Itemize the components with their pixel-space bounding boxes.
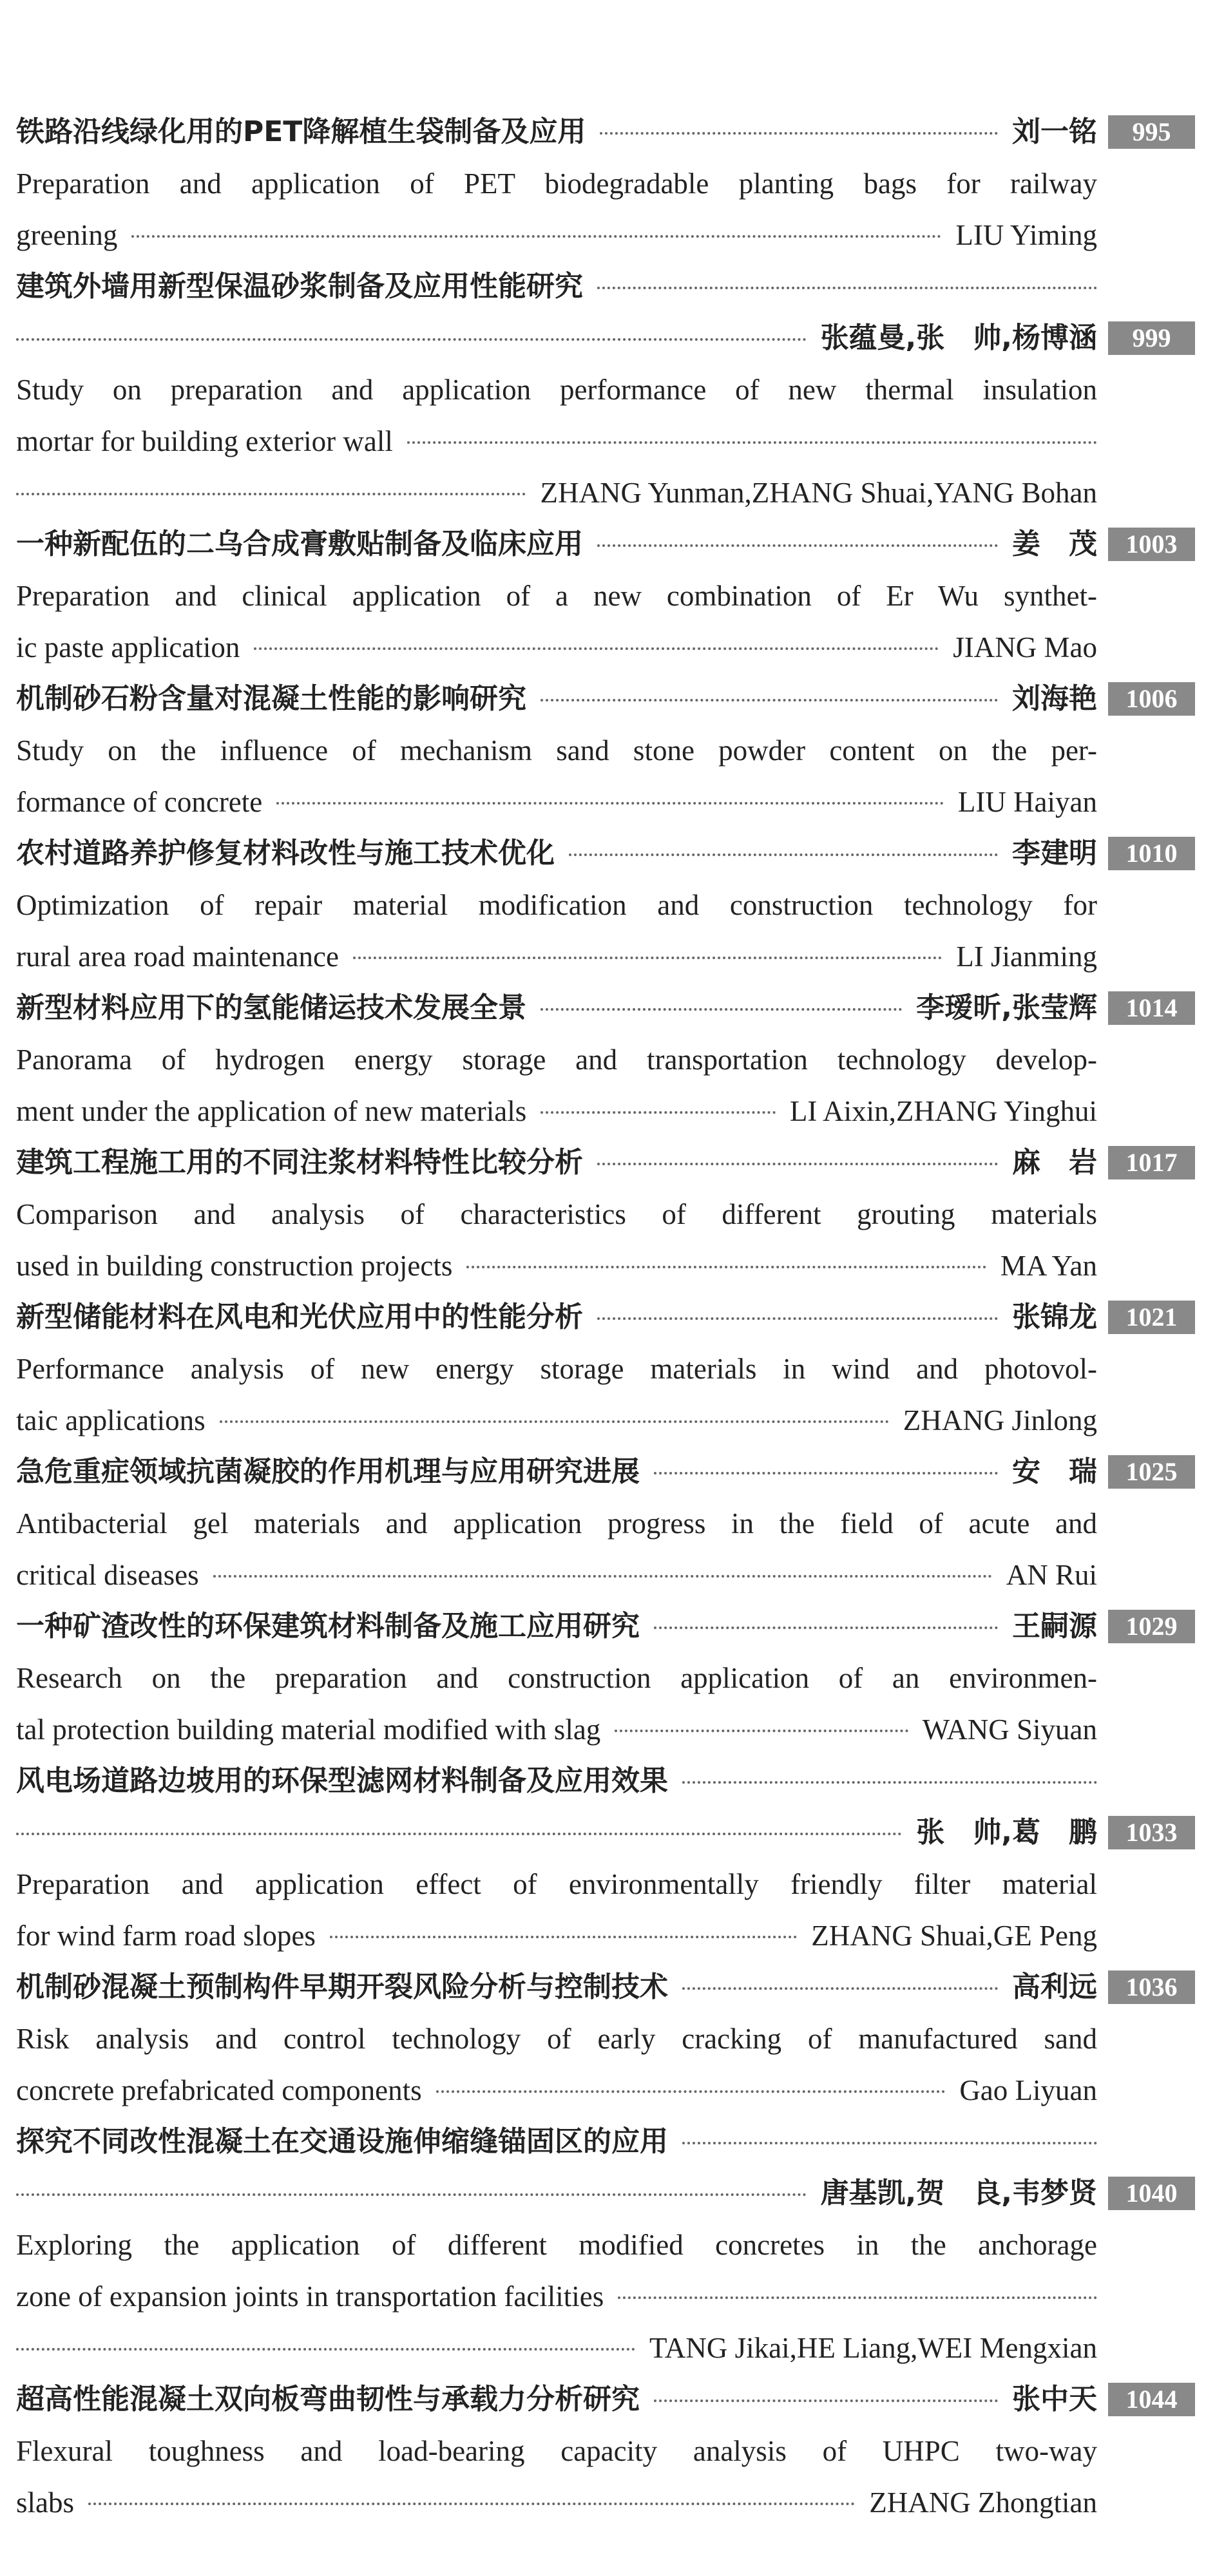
zh-title[interactable]: 新型材料应用下的氢能储运技术发展全景 (16, 991, 526, 1024)
page-number-badge[interactable]: 1040 (1108, 2177, 1195, 2210)
page-number-badge[interactable]: 1010 (1108, 837, 1195, 870)
zh-title-line (16, 1292, 1195, 1343)
en-title-part: Antibacterial gel materials and application progress in the field of acute and (16, 1507, 1097, 1540)
toc-entry[interactable] (16, 982, 1195, 1137)
zh-authors: 安 瑞 (1012, 1455, 1097, 1488)
en-title-line (16, 1498, 1195, 1549)
en-title-line (16, 2477, 1195, 2528)
en-title-part: ment under the application of new materials (16, 1095, 527, 1127)
leader-dots (654, 1627, 998, 1629)
leader-dots (213, 1575, 992, 1578)
en-title-part: concrete prefabricated components (16, 2074, 422, 2106)
en-authors: LI Aixin,ZHANG Yinghui (789, 1095, 1097, 1127)
en-title-line (16, 879, 1195, 931)
en-authors: LIU Haiyan (957, 786, 1097, 818)
zh-authors: 刘一铭 (1012, 115, 1097, 148)
zh-authors-line (16, 1807, 1195, 1858)
en-title-line (16, 1343, 1195, 1395)
en-title-line (16, 1858, 1195, 1910)
en-authors: Gao Liyuan (959, 2074, 1097, 2106)
zh-title[interactable]: 一种矿渣改性的环保建筑材料制备及施工应用研究 (16, 1610, 640, 1643)
page-number-badge[interactable]: 1044 (1108, 2383, 1195, 2416)
en-title-part: Study on the influence of mechanism sand stone powder content on the per- (16, 734, 1097, 767)
leader-dots (618, 2296, 1097, 2299)
leader-dots (220, 1420, 889, 1423)
zh-authors: 张中天 (1012, 2383, 1097, 2416)
leader-dots (16, 2193, 807, 2196)
en-authors: ZHANG Shuai,GE Peng (811, 1920, 1097, 1952)
page-number-badge[interactable]: 1029 (1108, 1610, 1195, 1643)
page-number-badge[interactable]: 1036 (1108, 1970, 1195, 2004)
zh-title-line (16, 519, 1195, 570)
leader-dots (254, 647, 939, 650)
en-title-part: formance of concrete (16, 786, 263, 818)
zh-title-line (16, 982, 1195, 1034)
en-title-part: Study on preparation and application performance of new thermal insulation (16, 374, 1097, 406)
leader-dots (597, 1317, 998, 1320)
leader-dots (16, 493, 526, 495)
en-authors: WANG Siyuan (922, 1713, 1097, 1746)
en-title-line (16, 2219, 1195, 2271)
zh-title[interactable]: 农村道路养护修复材料改性与施工技术优化 (16, 837, 555, 870)
en-title-part: critical diseases (16, 1559, 199, 1591)
toc-entry[interactable] (16, 1292, 1195, 1446)
page-number-badge[interactable]: 1014 (1108, 991, 1195, 1025)
toc-entry[interactable] (16, 106, 1195, 261)
leader-dots (541, 1111, 776, 1114)
leader-dots (466, 1266, 986, 1268)
zh-title-line (16, 673, 1195, 725)
en-title-line (16, 1549, 1195, 1601)
leader-dots (597, 544, 998, 547)
table-of-contents (16, 106, 1195, 2528)
page-number-badge[interactable]: 1017 (1108, 1146, 1195, 1179)
toc-entry[interactable] (16, 828, 1195, 982)
en-title-line (16, 415, 1195, 467)
leader-dots (16, 338, 807, 341)
zh-title[interactable]: 超高性能混凝土双向板弯曲韧性与承载力分析研究 (16, 2383, 640, 2416)
zh-title[interactable]: 一种新配伍的二乌合成膏敷贴制备及临床应用 (16, 528, 583, 560)
leader-dots (654, 1472, 998, 1474)
zh-title-line (16, 1446, 1195, 1498)
zh-authors: 高利远 (1012, 1970, 1097, 2003)
en-authors: TANG Jikai,HE Liang,WEI Mengxian (649, 2332, 1097, 2364)
leader-dots (682, 1987, 998, 1990)
toc-entry[interactable] (16, 1137, 1195, 1292)
zh-authors: 李建明 (1012, 837, 1097, 870)
zh-authors: 姜 茂 (1012, 528, 1097, 560)
zh-authors: 张 帅,葛 鹏 (916, 1816, 1097, 1849)
zh-authors: 麻 岩 (1012, 1146, 1097, 1179)
en-title-line (16, 209, 1195, 261)
en-title-line (16, 622, 1195, 673)
zh-title[interactable]: 铁路沿线绿化用的PET降解植生袋制备及应用 (16, 115, 586, 148)
en-title-part: Comparison and analysis of characteristics of different grouting materials (16, 1198, 1097, 1230)
zh-title-line (16, 1601, 1195, 1652)
en-authors: ZHANG Zhongtian (869, 2486, 1097, 2519)
en-title-part: Research on the preparation and construction application of an environmen- (16, 1662, 1097, 1694)
zh-authors: 李瑷昕,张莹辉 (916, 991, 1097, 1024)
en-title (16, 2528, 17, 2529)
leader-dots (569, 854, 998, 856)
zh-title-line (16, 106, 1195, 158)
zh-title-line (16, 1961, 1195, 2013)
toc-entry[interactable] (16, 1601, 1195, 1755)
leader-dots (16, 2348, 635, 2351)
toc-entry[interactable] (16, 2116, 1195, 2374)
en-authors: JIANG Mao (953, 631, 1097, 663)
zh-authors: 张锦龙 (1012, 1301, 1097, 1333)
toc-entry[interactable] (16, 1755, 1195, 1961)
en-title-part: slabs (16, 2486, 74, 2519)
en-title-line (16, 2013, 1195, 2065)
leader-dots (600, 132, 998, 135)
en-authors-line (16, 2322, 1195, 2374)
zh-authors-line (16, 312, 1195, 364)
en-title-part: taic applications (16, 1404, 206, 1436)
toc-entry[interactable] (16, 1446, 1195, 1601)
en-authors: LI Jianming (956, 940, 1097, 973)
leader-dots (276, 802, 944, 805)
en-title-line (16, 2425, 1195, 2477)
page-number-badge[interactable]: 1033 (1108, 1816, 1195, 1849)
zh-title-line (16, 828, 1195, 879)
leader-dots (682, 1781, 1097, 1784)
leader-dots (541, 1008, 902, 1011)
leader-dots (597, 287, 1097, 289)
leader-dots (654, 2399, 998, 2402)
en-authors: LIU Yiming (955, 219, 1097, 251)
leader-dots (16, 1833, 902, 1835)
zh-authors: 唐基凯,贺 良,韦梦贤 (820, 2177, 1097, 2209)
en-title-part: Preparation and clinical application of a new combination of Er Wu synthet- (16, 580, 1097, 612)
page-number-badge[interactable]: 1003 (1108, 528, 1195, 561)
leader-dots (131, 235, 941, 238)
en-title-part: rural area road maintenance (16, 940, 339, 973)
zh-title[interactable]: 机制砂混凝土预制构件早期开裂风险分析与控制技术 (16, 1970, 668, 2003)
zh-title[interactable]: 建筑外墙用新型保温砂浆制备及应用性能研究 (16, 270, 583, 303)
en-title-line (16, 2065, 1195, 2116)
toc-entry[interactable] (16, 519, 1195, 673)
page-number-badge[interactable]: 999 (1108, 321, 1195, 355)
en-title-part: tal protection building material modified with slag (16, 1713, 601, 1746)
toc-entry[interactable] (16, 673, 1195, 828)
en-title-line (16, 1240, 1195, 1292)
zh-authors: 张蕴曼,张 帅,杨博涵 (820, 321, 1097, 354)
zh-title-line (16, 1755, 1195, 1807)
leader-dots (597, 1163, 998, 1165)
en-title-line (16, 1910, 1195, 1961)
page-number-badge[interactable]: 1025 (1108, 1455, 1195, 1489)
en-authors: ZHANG Yunman,ZHANG Shuai,YANG Bohan (540, 477, 1097, 509)
en-title-line (16, 776, 1195, 828)
zh-title[interactable]: 建筑工程施工用的不同注浆材料特性比较分析 (16, 1146, 583, 1179)
en-title-part: Performance analysis of new energy storage materials in wind and photovol- (16, 1353, 1097, 1385)
zh-title[interactable]: 探究不同改性混凝土在交通设施伸缩缝锚固区的应用 (16, 2125, 668, 2158)
en-title-part: greening (16, 219, 118, 251)
en-authors: ZHANG Jinlong (903, 1404, 1097, 1436)
en-title-part: Panorama of hydrogen energy storage and transportation technology develop- (16, 1044, 1097, 1076)
zh-title-line (16, 2116, 1195, 2168)
leader-dots (353, 957, 942, 959)
en-authors-line (16, 467, 1195, 519)
en-title-part: for wind farm road slopes (16, 1920, 316, 1952)
en-title-line (16, 1085, 1195, 1137)
leader-dots (615, 1730, 908, 1732)
en-title-part: Risk analysis and control technology of early cracking of manufactured sand (16, 2023, 1097, 2055)
en-title-line (16, 2271, 1195, 2322)
zh-title[interactable]: 新型储能材料在风电和光伏应用中的性能分析 (16, 1301, 583, 1333)
zh-title[interactable]: 机制砂石粉含量对混凝土性能的影响研究 (16, 682, 526, 715)
zh-title-line (16, 2374, 1195, 2425)
en-title-part: ic paste application (16, 631, 240, 663)
en-title-line (16, 1034, 1195, 1085)
toc-entry[interactable] (16, 2374, 1195, 2528)
en-title-line (16, 1188, 1195, 1240)
zh-authors-line (16, 2168, 1195, 2219)
en-title-line (16, 364, 1195, 415)
page-number-badge[interactable]: 995 (1108, 115, 1195, 149)
en-authors: AN Rui (1006, 1559, 1097, 1591)
leader-dots (407, 441, 1097, 444)
leader-dots (330, 1936, 797, 1938)
en-title-line (16, 570, 1195, 622)
leader-dots (682, 2142, 1097, 2144)
leader-dots (541, 699, 998, 701)
en-title-line (16, 158, 1195, 209)
en-title-part: mortar for building exterior wall (16, 425, 393, 457)
page-number-badge[interactable]: 1006 (1108, 682, 1195, 716)
zh-authors: 刘海艳 (1012, 682, 1097, 715)
en-title-part: Flexural toughness and load-bearing capacity analysis of UHPC two-way (16, 2435, 1097, 2467)
zh-title[interactable]: 急危重症领域抗菌凝胶的作用机理与应用研究进展 (16, 1455, 640, 1488)
en-title-line (16, 1652, 1195, 1704)
en-title-part: Optimization of repair material modification and construction technology for (16, 889, 1097, 921)
en-title-part: Preparation and application effect of environmentally friendly filter material (16, 1868, 1097, 1900)
en-title-line (16, 1395, 1195, 1446)
zh-title[interactable]: 风电场道路边坡用的环保型滤网材料制备及应用效果 (16, 1764, 668, 1797)
en-title-line (16, 1704, 1195, 1755)
zh-title-line (16, 1137, 1195, 1188)
en-authors: MA Yan (1000, 1250, 1097, 1282)
zh-authors: 王嗣源 (1012, 1610, 1097, 1643)
en-title-part: used in building construction projects (16, 1250, 453, 1282)
en-title-line (16, 931, 1195, 982)
leader-dots (436, 2090, 946, 2093)
en-title-line (16, 725, 1195, 776)
en-title-part: zone of expansion joints in transportation facilities (16, 2280, 604, 2313)
toc-entry[interactable] (16, 1961, 1195, 2116)
leader-dots (88, 2503, 855, 2505)
page-number-badge[interactable]: 1021 (1108, 1301, 1195, 1334)
toc-entry[interactable] (16, 261, 1195, 519)
zh-title-line (16, 261, 1195, 312)
en-title-part: Exploring the application of different modified concretes in the anchorage (16, 2229, 1097, 2261)
en-title-part: Preparation and application of PET biodegradable planting bags for railway (16, 167, 1097, 200)
